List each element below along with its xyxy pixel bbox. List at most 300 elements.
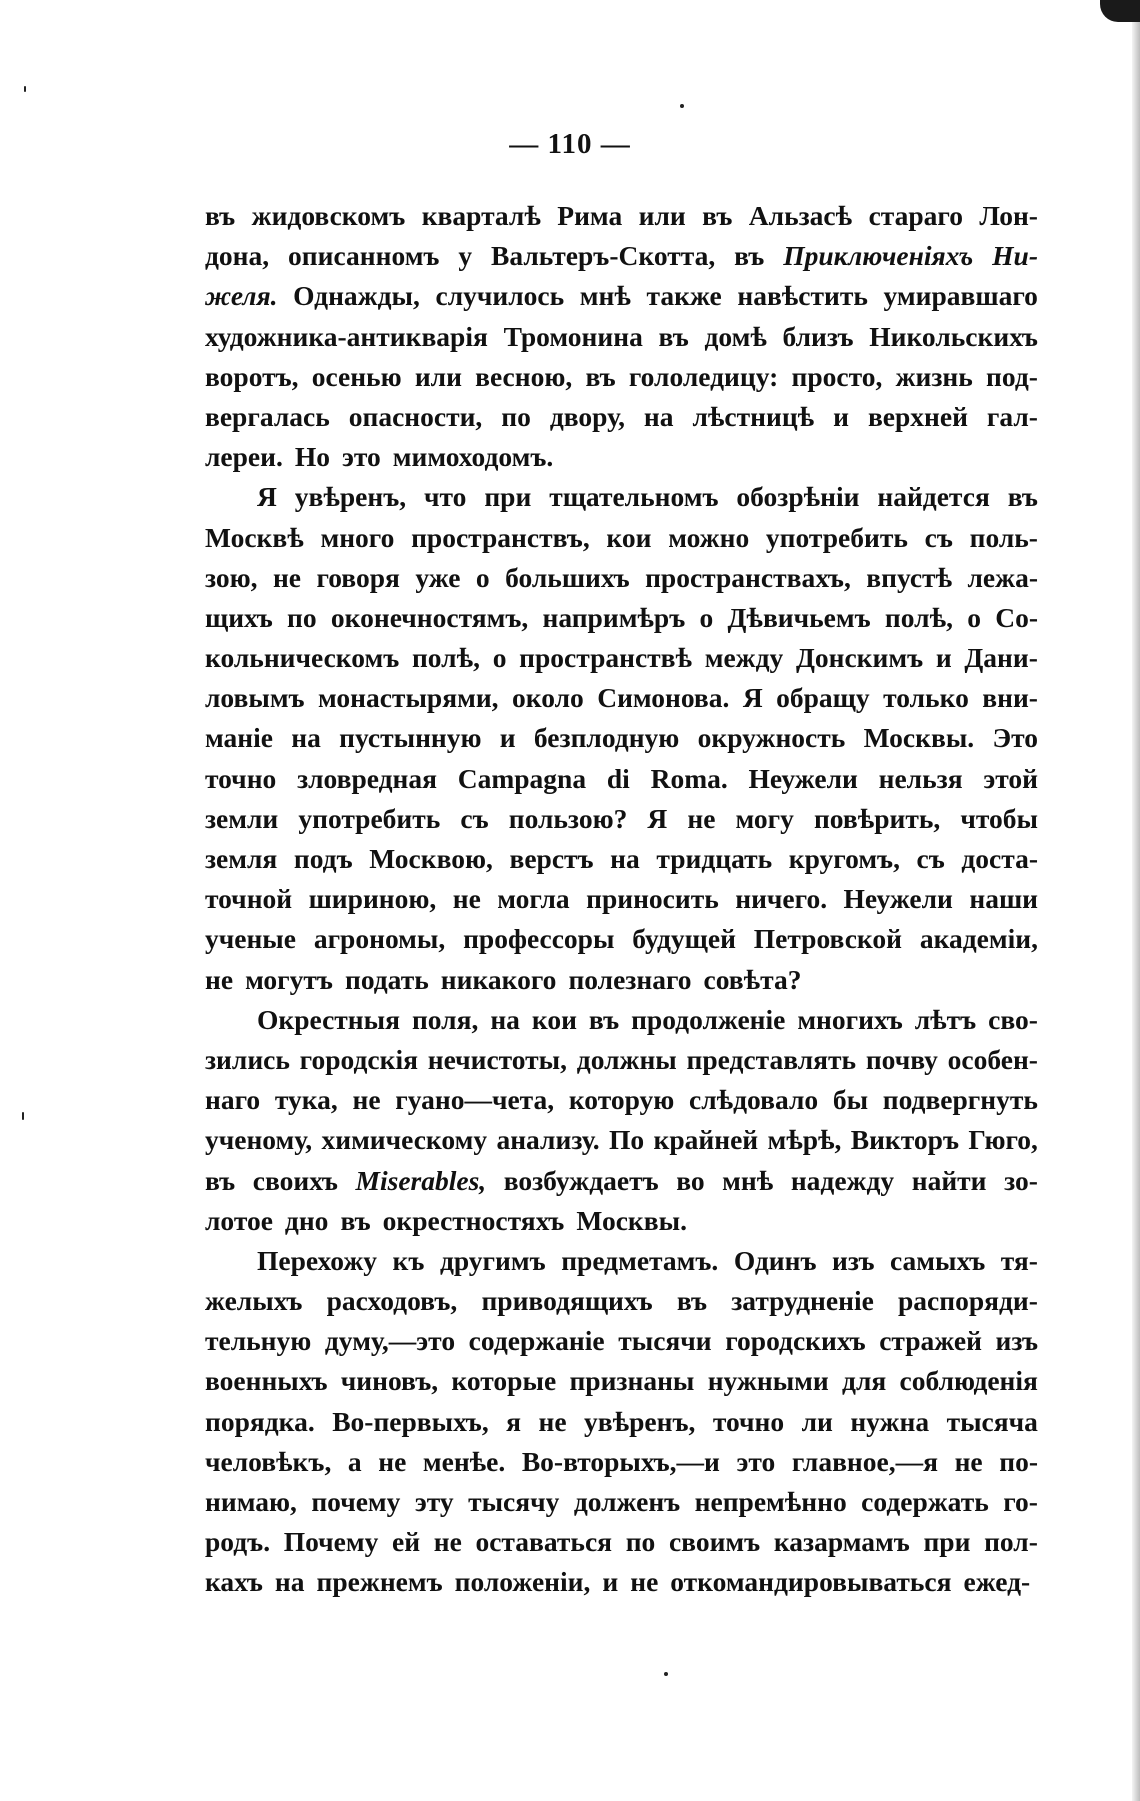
word: не xyxy=(433,1526,462,1558)
word: могутъ xyxy=(245,963,333,995)
word: Рима xyxy=(557,200,623,231)
word: казармамъ xyxy=(773,1526,910,1558)
word: уже xyxy=(415,561,461,593)
word: умиравшаго xyxy=(883,280,1038,312)
word: крайней xyxy=(653,1124,759,1156)
word: верхней xyxy=(867,400,968,432)
page-corner-shadow xyxy=(1100,0,1140,22)
word: дона, xyxy=(205,240,270,272)
word: ли xyxy=(801,1405,833,1437)
word: Москвѣ xyxy=(205,521,304,553)
word: Тромонина xyxy=(503,320,643,352)
word: городскихъ xyxy=(725,1325,866,1357)
word: содержать xyxy=(861,1486,989,1517)
word: у xyxy=(458,240,473,272)
word: просто, xyxy=(791,360,883,392)
word: о xyxy=(699,601,714,633)
word: съ xyxy=(924,521,953,553)
word: Ни- xyxy=(992,240,1038,272)
word: близъ xyxy=(782,320,854,352)
word: щихъ xyxy=(205,601,273,633)
word: Дани- xyxy=(964,642,1038,674)
page-number: — 110 — xyxy=(509,128,631,160)
word: подать xyxy=(344,963,429,995)
word: верстъ xyxy=(509,843,594,874)
word: полѣ, xyxy=(884,601,953,633)
text-line xyxy=(205,196,1038,236)
word: признаны xyxy=(569,1365,695,1397)
word: Лон- xyxy=(979,200,1038,231)
word: По xyxy=(609,1124,645,1156)
word: и xyxy=(499,722,516,754)
word: Никольскихъ xyxy=(869,320,1038,352)
word: въ xyxy=(205,200,236,231)
word: зо- xyxy=(1004,1164,1038,1196)
word: вни- xyxy=(982,682,1038,714)
word: кои xyxy=(606,521,652,553)
word: самыхъ xyxy=(890,1244,986,1276)
word: изъ xyxy=(995,1325,1038,1357)
word: оконечностямъ, xyxy=(330,601,529,633)
word: зою, xyxy=(205,561,258,593)
word: ученые xyxy=(205,923,296,955)
word: обращу xyxy=(776,682,870,714)
word: родъ. xyxy=(205,1526,271,1558)
word: полѣ, xyxy=(411,642,480,674)
word: или xyxy=(638,200,686,231)
word: расходовъ, xyxy=(326,1285,458,1317)
word: не xyxy=(272,561,302,593)
word: Я xyxy=(257,481,277,513)
word: безплодную xyxy=(533,722,680,754)
text-line xyxy=(205,1281,1038,1321)
word: въ xyxy=(734,240,765,272)
word: почву xyxy=(865,1043,938,1075)
word: на xyxy=(490,1003,520,1035)
word: увѣренъ, xyxy=(294,481,407,513)
word: менѣе. xyxy=(422,1445,506,1477)
word: обозрѣніи xyxy=(736,481,860,513)
text-line xyxy=(205,759,1038,799)
word: надежду xyxy=(790,1164,895,1196)
word: Неужели xyxy=(748,762,858,794)
word: на xyxy=(291,722,321,754)
word: ученому, xyxy=(205,1124,313,1156)
word: зились xyxy=(205,1043,290,1075)
word: Это xyxy=(992,722,1038,754)
word: почему xyxy=(311,1486,401,1517)
word: пользою? xyxy=(508,802,628,834)
word: не xyxy=(205,963,234,995)
word: соблюденія xyxy=(899,1365,1038,1397)
word: ловымъ xyxy=(205,682,305,714)
word: о xyxy=(492,642,507,674)
word: могу xyxy=(735,802,794,834)
word: химическому xyxy=(321,1124,488,1156)
word: продолженіе xyxy=(631,1003,786,1035)
word: напримѣръ xyxy=(542,601,686,633)
word: около xyxy=(511,682,584,714)
word: полезнаго xyxy=(568,963,692,995)
word: бы xyxy=(832,1084,869,1116)
word: сво- xyxy=(988,1003,1038,1035)
word: не xyxy=(378,1445,407,1477)
word: анализу. xyxy=(496,1124,600,1156)
word: Неужели xyxy=(843,883,953,915)
word: ей xyxy=(392,1526,421,1558)
word: человѣкъ, xyxy=(205,1445,332,1477)
word: въ xyxy=(585,360,616,392)
word: доста- xyxy=(961,843,1038,874)
word: академіи, xyxy=(919,923,1038,955)
word: пространствахъ, xyxy=(645,561,851,593)
word: найти xyxy=(911,1164,987,1196)
word: много xyxy=(320,521,395,553)
text-line xyxy=(205,437,1038,477)
word: въ xyxy=(702,200,733,231)
word: желыхъ xyxy=(205,1285,303,1317)
word: лежа- xyxy=(967,561,1038,593)
word: Вальтеръ-Скотта, xyxy=(491,240,716,272)
word: под- xyxy=(986,360,1038,392)
word: профессоры xyxy=(463,923,615,955)
word: въ xyxy=(588,1003,620,1035)
word: мнѣ xyxy=(579,280,631,312)
word: поля, xyxy=(411,1003,479,1035)
word: лотое xyxy=(205,1204,273,1236)
word: Однажды, xyxy=(293,280,420,312)
word: съ xyxy=(916,843,945,874)
word: кварталѣ xyxy=(421,200,541,231)
word: никакого xyxy=(440,963,557,995)
word: можно xyxy=(668,521,750,553)
word: и xyxy=(833,400,849,432)
word: приносить xyxy=(586,883,719,915)
word: подъ xyxy=(293,843,353,874)
paragraph xyxy=(205,1000,1038,1241)
word: думу,—это xyxy=(324,1325,456,1357)
word: впустѣ xyxy=(866,561,953,593)
word: тя- xyxy=(1000,1244,1038,1276)
word: для xyxy=(842,1365,887,1397)
word: эту xyxy=(414,1486,454,1517)
word: описанномъ xyxy=(288,240,440,272)
word: домѣ xyxy=(704,320,767,352)
word: въ xyxy=(676,1285,708,1317)
word: лереи. xyxy=(205,441,283,473)
word: на xyxy=(274,1566,305,1598)
word: точно xyxy=(205,762,277,794)
word: жидовскомъ xyxy=(251,200,406,231)
word: тысячи xyxy=(618,1325,712,1357)
paragraph xyxy=(205,477,1038,999)
word: содержаніе xyxy=(468,1325,605,1357)
word: Москвы. xyxy=(576,1204,687,1236)
word: непремѣнно xyxy=(694,1486,847,1517)
word: не xyxy=(538,1405,567,1437)
word: шириною, xyxy=(308,883,437,915)
word: Одинъ xyxy=(733,1244,817,1276)
word: могла xyxy=(497,883,570,915)
text-line xyxy=(205,357,1038,397)
word: своимъ xyxy=(668,1526,761,1558)
word: кругомъ, xyxy=(788,843,900,874)
word: Roma. xyxy=(650,762,728,794)
word: слѣдовало xyxy=(688,1084,819,1116)
word: а xyxy=(347,1445,362,1477)
word: чтобы xyxy=(960,802,1038,834)
word: Донскимъ xyxy=(795,642,924,674)
word: тридцать xyxy=(656,843,773,874)
word: нужными xyxy=(707,1365,829,1397)
text-line xyxy=(205,638,1038,678)
word: гал- xyxy=(986,400,1038,432)
word: лѣтъ xyxy=(914,1003,977,1035)
text-line xyxy=(205,1321,1038,1361)
word: особен- xyxy=(947,1043,1038,1075)
ink-speck xyxy=(22,1112,24,1120)
text-line xyxy=(205,1201,1038,1241)
word: Дѣвичьемъ xyxy=(727,601,871,633)
word: затрудненіе xyxy=(731,1285,874,1317)
text-line xyxy=(205,1161,1038,1201)
word: представлять xyxy=(686,1043,857,1075)
text-line xyxy=(205,1241,1038,1281)
word: Во-вторыхъ,—и xyxy=(521,1445,720,1477)
word: увѣренъ, xyxy=(584,1405,696,1437)
word: говоря xyxy=(316,561,400,593)
word: это xyxy=(342,441,381,473)
word: кольническомъ xyxy=(205,642,400,674)
word: съ xyxy=(460,802,489,834)
text-line xyxy=(205,879,1038,919)
word: маніе xyxy=(205,722,273,754)
word: Почему xyxy=(283,1526,379,1558)
word: или xyxy=(414,360,462,392)
word: опасности, xyxy=(348,400,483,432)
word: тщательномъ xyxy=(549,481,719,513)
word: пространствѣ xyxy=(519,642,693,674)
word: точно xyxy=(712,1405,785,1437)
word: совѣта? xyxy=(703,963,802,995)
word: не xyxy=(452,883,481,915)
word: главное,—я xyxy=(791,1445,938,1477)
word: не xyxy=(352,1084,381,1116)
word: весною, xyxy=(475,360,573,392)
word: кои xyxy=(531,1003,577,1035)
word: Miserables, xyxy=(355,1164,487,1196)
word: къ xyxy=(392,1244,425,1276)
word: Приключеніяхъ xyxy=(783,240,974,272)
word: которые xyxy=(451,1365,557,1397)
word: возбуждаетъ xyxy=(503,1164,659,1196)
text-line xyxy=(205,397,1038,437)
text-line xyxy=(205,1522,1038,1562)
text-line xyxy=(205,1361,1038,1401)
word: должны xyxy=(576,1043,677,1075)
word: не xyxy=(954,1445,983,1477)
word: не xyxy=(630,1566,659,1598)
word: Со- xyxy=(995,601,1038,633)
word: окружность xyxy=(697,722,846,754)
word: нечистоты, xyxy=(427,1043,568,1075)
word: пространствъ, xyxy=(411,521,590,553)
word: Я xyxy=(742,682,763,714)
word: точной xyxy=(205,883,293,915)
word: нужна xyxy=(850,1405,930,1437)
word: чиновъ, xyxy=(340,1365,439,1397)
word: также xyxy=(646,280,722,312)
word: прежнемъ xyxy=(316,1566,443,1598)
word: употребить xyxy=(298,802,441,834)
word: распоряди- xyxy=(898,1285,1038,1317)
word: художника-антикварія xyxy=(205,320,488,352)
word: окрестностяхъ xyxy=(382,1204,565,1236)
body-text xyxy=(205,196,1038,1603)
word: нимаю, xyxy=(205,1486,297,1517)
word: желя. xyxy=(205,280,278,312)
text-line xyxy=(205,1000,1038,1040)
text-line xyxy=(205,317,1038,357)
word: двору, xyxy=(549,400,625,432)
word: гололедицу: xyxy=(628,360,779,392)
word: о xyxy=(475,561,490,593)
word: положеніи, xyxy=(454,1566,591,1598)
word: дно xyxy=(284,1204,329,1236)
word: тысяча xyxy=(946,1405,1038,1437)
paragraph xyxy=(205,1241,1038,1603)
word: приводящихъ xyxy=(481,1285,653,1317)
text-line xyxy=(205,518,1038,558)
text-line xyxy=(205,678,1038,718)
text-line xyxy=(205,1562,1038,1602)
word: по- xyxy=(999,1445,1038,1477)
word: подвергнуть xyxy=(882,1084,1038,1116)
word: лѣстницѣ xyxy=(692,400,815,432)
word: Москвою, xyxy=(369,843,493,874)
word: своихъ xyxy=(252,1164,338,1196)
word: этой xyxy=(983,762,1038,794)
word: случилось xyxy=(435,280,565,312)
word: военныхъ xyxy=(205,1365,328,1397)
word: по xyxy=(501,400,531,432)
word: Симонова. xyxy=(597,682,730,714)
text-line xyxy=(205,1442,1038,1482)
word: Окрестныя xyxy=(257,1003,400,1035)
word: нельзя xyxy=(878,762,963,794)
word: Перехожу xyxy=(257,1244,378,1276)
word: воротъ, xyxy=(205,360,299,392)
word: Альзасѣ xyxy=(748,200,853,231)
word: поль- xyxy=(969,521,1038,553)
text-line xyxy=(205,477,1038,517)
word: долженъ xyxy=(573,1486,681,1517)
word: навѣстить xyxy=(737,280,868,312)
word: гуано—чета, xyxy=(395,1084,555,1116)
word: Гюго, xyxy=(968,1124,1038,1156)
word: осенью xyxy=(311,360,402,392)
word: тельную xyxy=(205,1325,312,1357)
word: другимъ xyxy=(439,1244,546,1276)
text-line xyxy=(205,558,1038,598)
word: мнѣ xyxy=(722,1164,774,1196)
word: это xyxy=(736,1445,776,1477)
word: повѣрить, xyxy=(813,802,941,834)
text-line xyxy=(205,960,1038,1000)
word: di xyxy=(606,762,630,794)
word: пол- xyxy=(984,1526,1038,1558)
word: жизнь xyxy=(895,360,973,392)
word: го- xyxy=(1003,1486,1038,1517)
text-line xyxy=(205,1482,1038,1522)
text-line xyxy=(205,839,1038,879)
word: о xyxy=(967,601,981,633)
word: кахъ xyxy=(205,1566,263,1598)
word: ничего. xyxy=(735,883,828,915)
word: не xyxy=(687,802,716,834)
word: многихъ xyxy=(797,1003,903,1035)
word: наши xyxy=(969,883,1038,915)
word: наго xyxy=(205,1084,261,1116)
word: и xyxy=(602,1566,619,1598)
word: которую xyxy=(568,1084,675,1116)
word: Я xyxy=(647,802,668,834)
word: на xyxy=(610,843,640,874)
word: агрономы, xyxy=(313,923,446,955)
word: Но xyxy=(294,441,330,473)
word: пустынную xyxy=(339,722,482,754)
word: Во-первыхъ, xyxy=(332,1405,489,1437)
word: Петровской xyxy=(753,923,903,955)
text-line xyxy=(205,1080,1038,1120)
word: зловредная xyxy=(297,762,437,794)
word: оставаться xyxy=(475,1526,613,1558)
page-edge-shadow xyxy=(1132,0,1140,1801)
text-line xyxy=(205,236,1038,276)
word: земля xyxy=(205,843,278,874)
word: во xyxy=(676,1164,705,1196)
word: Campagna xyxy=(457,762,587,794)
word: земли xyxy=(205,802,279,834)
word: при xyxy=(923,1526,971,1558)
word: въ xyxy=(205,1164,236,1196)
word: по xyxy=(625,1526,656,1558)
word: мѣрѣ, xyxy=(767,1124,842,1156)
text-line xyxy=(205,919,1038,959)
word: по xyxy=(287,601,317,633)
word: монастырями, xyxy=(318,682,499,714)
text-line xyxy=(205,598,1038,638)
text-line xyxy=(205,1040,1038,1080)
word: стараго xyxy=(868,200,963,231)
word: на xyxy=(643,400,674,432)
word: въ xyxy=(658,320,689,352)
text-line xyxy=(205,799,1038,839)
word: въ xyxy=(1007,481,1038,513)
word: ежед- xyxy=(963,1566,1031,1598)
text-line xyxy=(205,276,1038,316)
word: Москвы. xyxy=(863,722,975,754)
ink-speck xyxy=(680,104,684,108)
word: при xyxy=(484,481,532,513)
word: вергалась xyxy=(205,400,330,432)
word: въ xyxy=(340,1204,371,1236)
word: я xyxy=(506,1405,522,1437)
text-line xyxy=(205,1402,1038,1442)
word: только xyxy=(883,682,969,714)
paragraph xyxy=(205,196,1038,477)
word: порядка. xyxy=(205,1405,315,1437)
